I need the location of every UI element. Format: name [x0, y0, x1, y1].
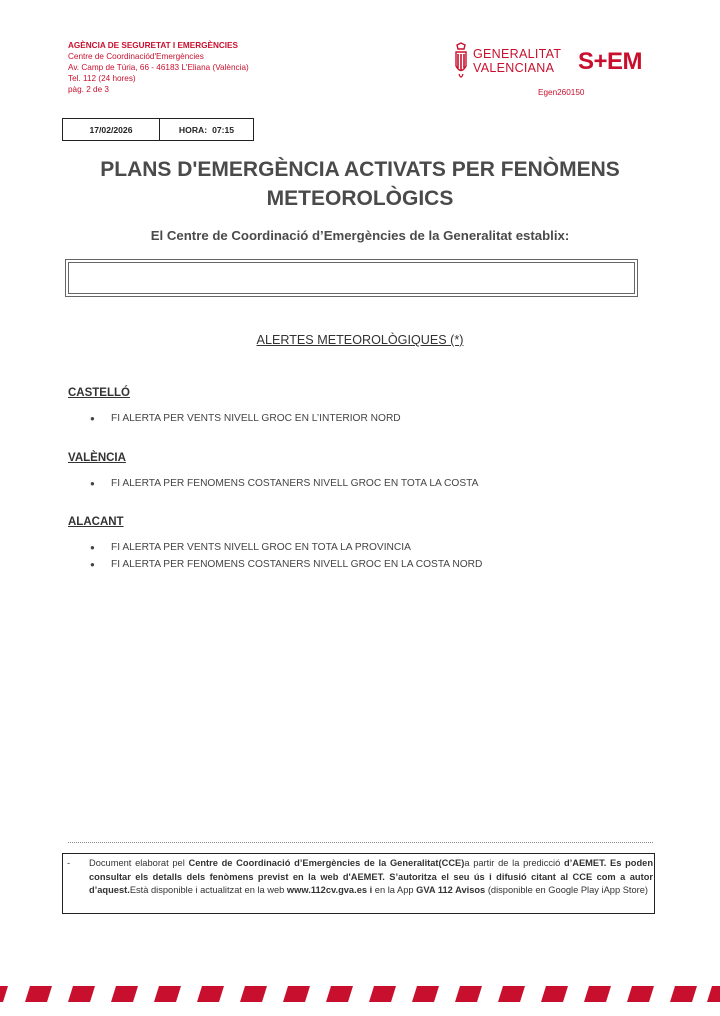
page-number: pàg. 2 de 3 [68, 85, 109, 94]
logo-text-line2: VALENCIANA [473, 61, 555, 75]
time-value: 07:15 [212, 124, 235, 135]
alerts-section-title: ALERTES METEOROLÒGIQUES (*) [256, 333, 464, 347]
agency-centre: Centre de Coordinaciód'Emergències [68, 52, 204, 61]
generalitat-crest-icon [453, 42, 469, 80]
time-cell [160, 119, 253, 140]
bullet-icon: ● [90, 543, 95, 552]
empty-notice-box [68, 262, 635, 294]
bullet-icon: ● [90, 414, 95, 423]
footer-text-part: a partir de la predicció [464, 858, 564, 868]
bullet-icon: ● [90, 479, 95, 488]
list-item [90, 556, 482, 573]
footer-text [89, 857, 653, 898]
alert-text: FI ALERTA PER VENTS NIVELL GROC EN TOTA LA PROVINCIA [111, 542, 411, 553]
footer-dash: - [67, 858, 71, 869]
agency-header [68, 40, 249, 95]
logo-text-line1: GENERALITAT [473, 47, 562, 61]
footer-link[interactable]: www.112cv.gva.es i [286, 885, 373, 895]
list-item [90, 475, 478, 492]
footer-text-part: Document elaborat pel [89, 858, 189, 868]
region-alerts-castello [90, 410, 401, 427]
page-title: PLANS D'EMERGÈNCIA ACTIVATS PER FENÒMENS METEOROLÒGICS [100, 158, 620, 210]
region-alerts-alacant [90, 539, 482, 573]
date-time-box [62, 118, 254, 141]
footer-text-bold: d’AEMET. Es poden consultar els detalls dels fenòmens previst en la web d'AEMET. S’autoritza el seu ús i difusió citant al CCE com a autor d’aquest. [89, 858, 653, 895]
region-alerts-valencia [90, 475, 478, 492]
region-heading-valencia: VALÈNCIA [68, 452, 126, 464]
agency-address: Av. Camp de Túria, 66 - 46183 L'Eliana (València) [68, 63, 249, 72]
generalitat-logo [453, 42, 573, 82]
sem-logo: S+EM [578, 48, 643, 75]
footer-app-name: GVA 112 Avisos [416, 885, 486, 895]
footer-text-part: en la App [372, 885, 417, 895]
agency-phone: Tel. 112 (24 hores) [68, 74, 136, 83]
time-label: HORA: [178, 124, 208, 135]
decorative-stripes [0, 986, 720, 1002]
alert-text: FI ALERTA PER FENOMENS COSTANERS NIVELL GROC EN LA COSTA NORD [111, 559, 483, 570]
agency-name: AGÈNCIA DE SEGURETAT I EMERGÈNCIES [68, 41, 238, 50]
footer-text-bold: Centre de Coordinació d’Emergències de la Generalitat(CCE) [188, 858, 465, 868]
page-subtitle: El Centre de Coordinació d’Emergències de la Generalitat establix: [150, 228, 570, 243]
alert-text: FI ALERTA PER VENTS NIVELL GROC EN L’INTERIOR NORD [111, 413, 401, 424]
bullet-icon: ● [90, 560, 95, 569]
footer-divider [68, 842, 653, 843]
alert-text: FI ALERTA PER FENOMENS COSTANERS NIVELL GROC EN TOTA LA COSTA [111, 478, 479, 489]
footer-note [62, 853, 655, 914]
footer-text-part: Està disponible i actualitzat en la web [129, 885, 287, 895]
document-code: Egen260150 [538, 88, 585, 97]
list-item [90, 410, 401, 427]
date-value: 17/02/2026 [63, 119, 160, 140]
region-heading-alacant: ALACANT [68, 516, 124, 528]
region-heading-castello: CASTELLÓ [68, 387, 130, 399]
footer-text-part: (disponible en Google Play iApp Store) [485, 885, 649, 895]
list-item [90, 539, 482, 556]
